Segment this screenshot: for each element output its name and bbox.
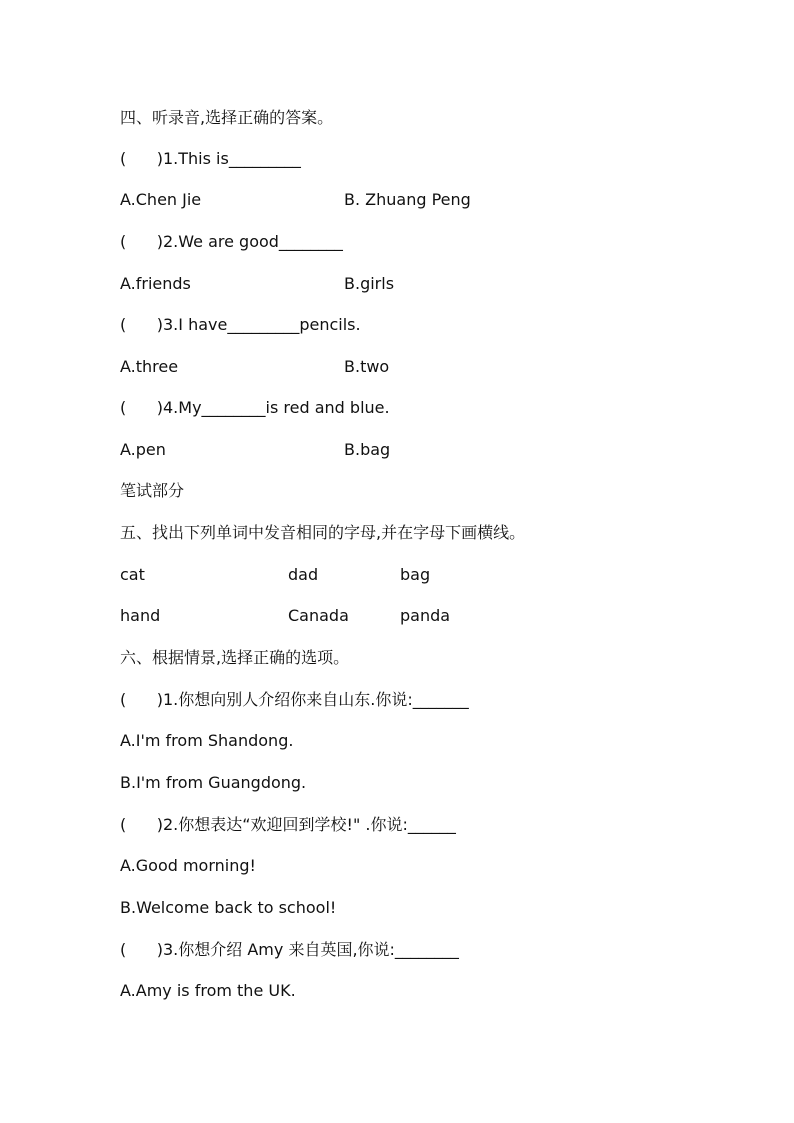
s6-question-1: ( )1.你想向别人介绍你来自山东.你说:_______ [120, 690, 469, 709]
s6-question-2: ( )2.你想表达“欢迎回到学校!" .你说:______ [120, 815, 456, 834]
written-part-heading: 笔试部分 [120, 481, 185, 500]
s4-q4-option-a: A.pen [120, 440, 166, 459]
s6-q1-option-a: A.I'm from Shandong. [120, 731, 294, 750]
s4-q3-option-a: A.three [120, 357, 179, 376]
s4-question-2: ( )2.We are good________ [120, 232, 343, 251]
s5-word: dad [288, 565, 319, 584]
section-4-heading: 四、听录音,选择正确的答案。 [120, 108, 334, 127]
s4-q4-option-b: B.bag [344, 440, 391, 459]
s4-q1-option-a: A.Chen Jie [120, 190, 202, 209]
s4-q2-option-a: A.friends [120, 274, 191, 293]
s4-question-3: ( )3.I have_________pencils. [120, 315, 361, 334]
s5-word: bag [400, 565, 431, 584]
s4-q2-option-b: B.girls [344, 274, 395, 293]
s4-question-1: ( )1.This is_________ [120, 149, 301, 168]
s4-question-4: ( )4.My________is red and blue. [120, 398, 390, 417]
s6-question-3: ( )3.你想介绍 Amy 来自英国,你说:________ [120, 940, 459, 959]
s6-q2-option-a: A.Good morning! [120, 856, 256, 875]
s6-q3-option-a: A.Amy is from the UK. [120, 981, 296, 1000]
s5-word: Canada [288, 606, 349, 625]
s5-word: panda [400, 606, 451, 625]
s4-q3-option-b: B.two [344, 357, 390, 376]
section-5-heading: 五、找出下列单词中发音相同的字母,并在字母下画横线。 [120, 523, 526, 542]
s6-q2-option-b: B.Welcome back to school! [120, 898, 337, 917]
s5-word: hand [120, 606, 161, 625]
s4-q1-option-b: B. Zhuang Peng [344, 190, 471, 209]
s6-q1-option-b: B.I'm from Guangdong. [120, 773, 307, 792]
section-6-heading: 六、根据情景,选择正确的选项。 [120, 648, 350, 667]
s5-word: cat [120, 565, 145, 584]
